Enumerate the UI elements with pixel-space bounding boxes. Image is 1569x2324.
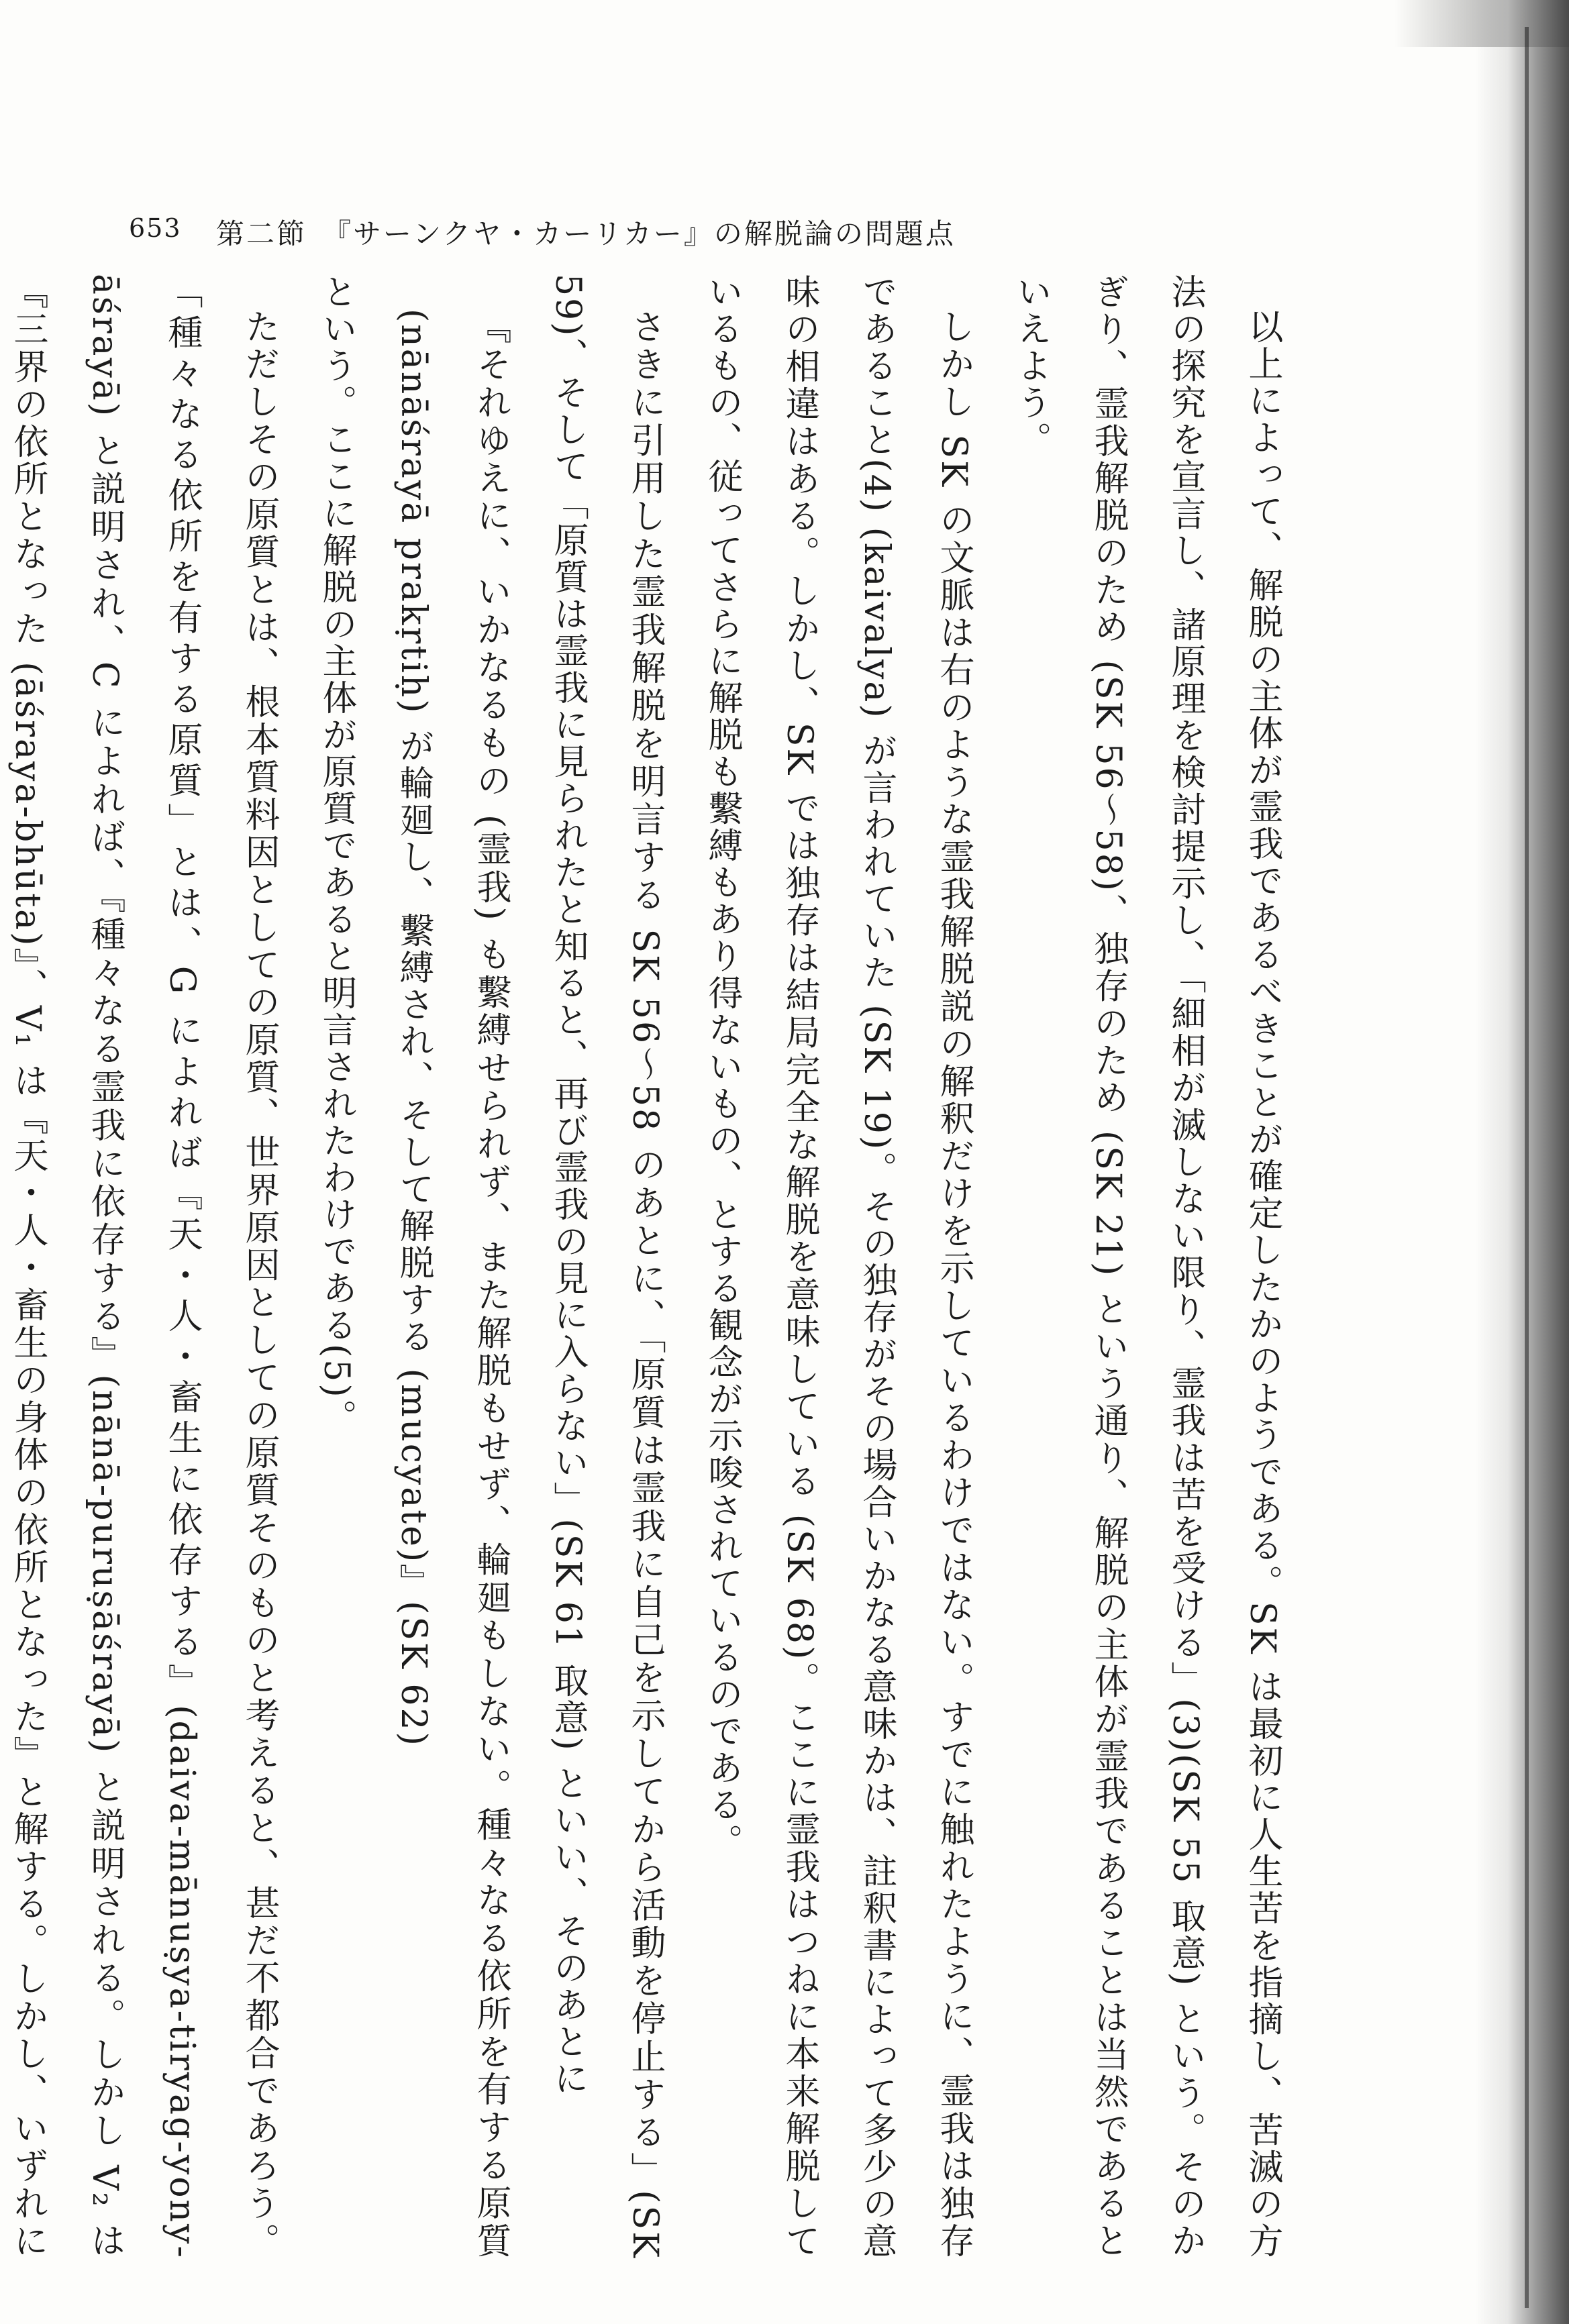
block-quote-sk62: 『それゆえに、いかなるもの (霊我) も繫縛せられず、また解脱もせず、輪廻もしない。種々なる依所を有する原質 (nānāśrayā prakṛtiḥ) が輪廻し、繫縛され、そして解脱する (mucyate)』(SK 62) — [393, 309, 511, 2273]
paragraph-after-quote: という。ここに解脱の主体が原質であると明言されたわけである(5)。 — [316, 274, 356, 1436]
vertical-body-text — [7, 274, 1301, 2273]
paragraph-prakrti: ただしその原質とは、根本質料因としての原質、世界原因としての原質そのものと考えると、甚だ不都合であろう。「種々なる依所を有する原質」とは、G によれば『天・人・畜生に依存する』(daiva-mānuṣya-tiryag-yony-āśrayā) と説明され、C によれば、『種々なる霊我に依存する』(nānā-puruṣāśrayā) と説明される。しかし V₂ は『三界の依所となった (āśraya-bhūta)』、V₁ は『天・人・畜生の身体の依所となった』と解する。しかし、いずれに — [7, 274, 279, 2260]
running-head: 第二節 『サーンクヤ・カーリカー』の解脱論の問題点 — [216, 217, 956, 250]
paragraph-context: しかし SK の文脈は右のような霊我解脱説の解釈だけを示しているわけではない。すでに触れたように、霊我は独存であること(4) (kaivalya) が言われていた (SK 19)。その独存がその場合いかなる意味かは、註釈書によって多少の意味の相違はある。しかし、SK では独存は結局完全な解脱を意味している (SK 68)。ここに霊我はつねに本来解脱しているもの、従ってさらに解脱も繫縛もあり得ないもの、とする観念が示唆されているのである。 — [702, 274, 974, 2260]
book-gutter-line — [1525, 27, 1529, 2308]
book-gutter-shadow — [1475, 0, 1569, 2324]
page-number: 653 — [129, 213, 182, 243]
paragraph-citation-intro: さきに引用した霊我解脱を明言する SK 56〜58 のあとに、「原質は霊我に自己を示してから活動を停止する」(SK 59)、そして「原質は霊我に見られたと知ると、再び霊我の見に入らない」(SK 61 取意) といい、そのあとに — [548, 274, 665, 2273]
paragraph-conclusion: 以上によって、解脱の主体が霊我であるべきことが確定したかのようである。SK は最初に人生苦を指摘し、苦滅の方法の探究を宣言し、諸原理を検討提示し、「細相が滅しない限り、霊我は苦を受ける」(3)(SK 55 取意) という。そのかぎり、霊我解脱のため (SK 56〜58)、独存のため (SK 21) という通り、解脱の主体が霊我であることは当然であるといえよう。 — [1011, 274, 1282, 2260]
